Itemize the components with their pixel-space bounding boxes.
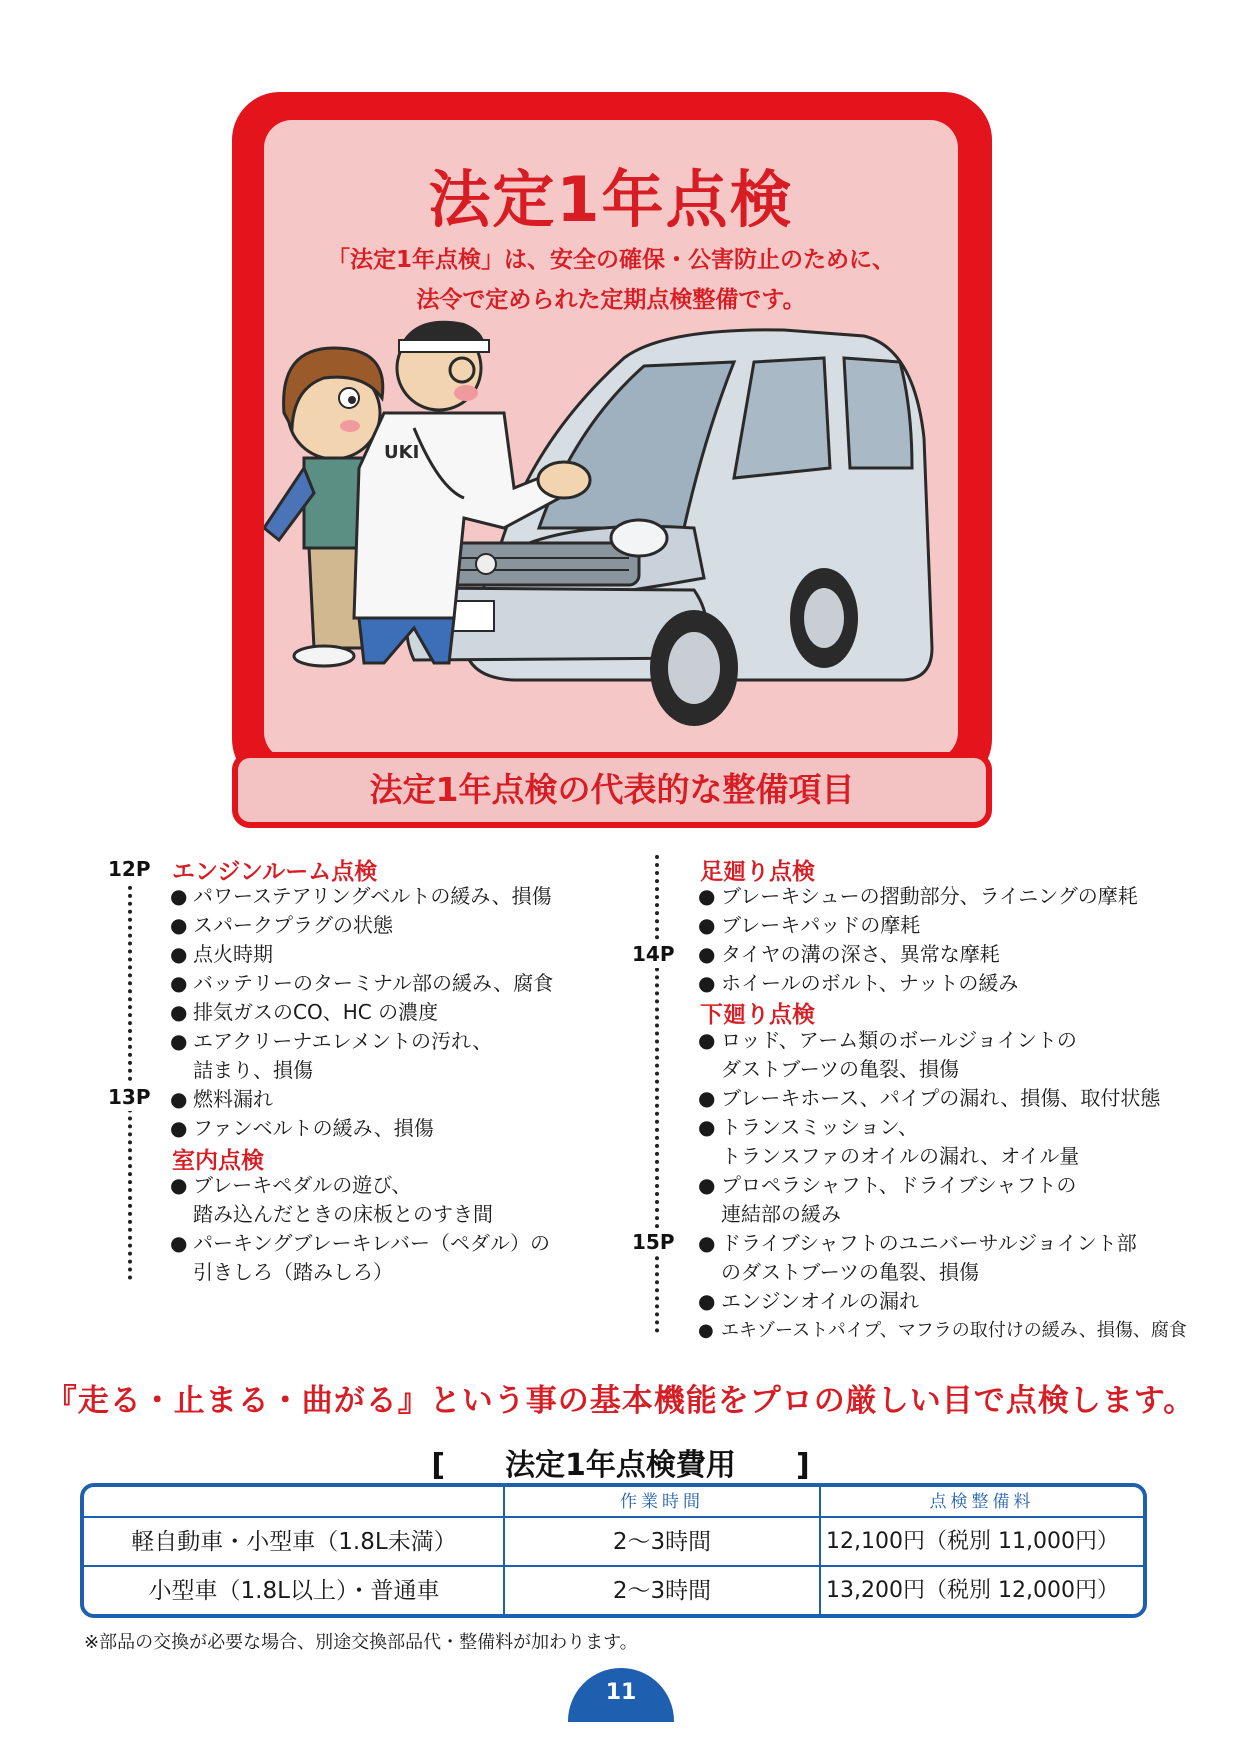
mechanic-inspecting-car-illustration [264,318,958,760]
list-item: ● ブレーキホース、パイプの漏れ、損傷、取付状態 [698,1086,1161,1110]
hero-description-line: 「法定1年点検」は、安全の確保・公害防止のために、 [326,247,895,273]
page-marker-13p: 13P [108,1085,151,1109]
footnote: ※部品の交換が必要な場合、別途交換部品代・整備料が加わります。 [84,1632,638,1653]
list-item: ● エアクリーナエレメントの汚れ、 [170,1029,493,1053]
fee-title-text: 法定1年点検費用 [505,1448,736,1483]
list-item: ● エキゾーストパイプ、マフラの取付けの緩み、損傷、腐食 [698,1320,1187,1341]
list-item: 踏み込んだときの床板とのすき間 [193,1202,493,1226]
list-item: 引きしろ（踏みしろ） [193,1260,393,1284]
list-item: ● 燃料漏れ [170,1087,273,1111]
list-item: 詰まり、損傷 [193,1058,313,1082]
list-item: ダストブーツの亀裂、損傷 [721,1057,959,1081]
page-marker-15p: 15P [632,1230,675,1254]
table-divider [84,1565,1143,1567]
list-item: ● プロペラシャフト、ドライブシャフトの [698,1173,1077,1197]
section-title-suspension: 足廻り点検 [700,859,815,885]
hero-description-line: 法令で定められた定期点検整備です。 [416,287,806,313]
list-item: ● ブレーキペダルの遊び、 [170,1173,412,1197]
hero-description [264,240,958,320]
table-cell-vehicle: 小型車（1.8L以上）・普通車 [148,1578,440,1604]
bracket-open: [ [431,1448,446,1483]
table-cell-price: 12,100円（税別 11,000円） [826,1529,1119,1554]
list-item: ● トランスミッション、 [698,1115,918,1139]
list-item: ● ブレーキシューの摺動部分、ライニングの摩耗 [698,884,1138,908]
svg-text:UKI: UKI [384,442,420,463]
slogan: 『走る・止まる・曲がる』という事の基本機能をプロの厳しい目で点検します。 [45,1383,1196,1419]
page-divider-dots [655,855,659,1333]
table-header-work-time: 作業時間 [620,1492,704,1512]
bracket-close: ] [795,1448,810,1483]
list-item: ● ファンベルトの緩み、損傷 [170,1116,434,1140]
list-item: ● エンジンオイルの漏れ [698,1289,919,1313]
table-divider [84,1516,1143,1518]
list-item: ● パワーステアリングベルトの緩み、損傷 [170,884,552,908]
list-item: ● ロッド、アーム類のボールジョイントの [698,1028,1077,1052]
fee-title [0,1440,1241,1484]
list-item: ● スパークプラグの状態 [170,913,393,937]
list-item: ● 排気ガスのCO、HC の濃度 [170,1000,439,1024]
page-number: 11 [605,1680,637,1705]
list-item: ● ドライブシャフトのユニバーサルジョイント部 [698,1231,1137,1255]
page-marker-14p: 14P [632,942,675,966]
section-title-interior: 室内点検 [172,1148,264,1174]
list-item: ● ブレーキパッドの摩耗 [698,913,921,937]
list-item: ● タイヤの溝の深さ、異常な摩耗 [698,942,1000,966]
list-item: 連結部の緩み [721,1202,841,1226]
page-divider-dots [128,870,132,1280]
section-title-engine-room: エンジンルーム点検 [172,859,378,885]
table-cell-time: 2〜3時間 [612,1578,712,1604]
list-item: のダストブーツの亀裂、損傷 [721,1260,979,1284]
table-header-fee: 点検整備料 [929,1492,1035,1512]
list-item: ● パーキングブレーキレバー（ペダル）の [170,1231,550,1255]
table-cell-price: 13,200円（税別 12,000円） [826,1578,1119,1603]
page-title: 法定1年点検 [428,163,794,236]
list-item: トランスファのオイルの漏れ、オイル量 [721,1144,1080,1168]
list-item: ● ホイールのボルト、ナットの緩み [698,971,1019,995]
table-cell-vehicle: 軽自動車・小型車（1.8L未満） [131,1529,457,1555]
section-title-underbody: 下廻り点検 [700,1002,815,1028]
items-banner-title: 法定1年点検の代表的な整備項目 [369,770,855,809]
table-cell-time: 2〜3時間 [612,1529,712,1555]
page-marker-12p: 12P [108,857,151,881]
list-item: ● バッテリーのターミナル部の緩み、腐食 [170,971,554,995]
list-item: ● 点火時期 [170,942,273,966]
